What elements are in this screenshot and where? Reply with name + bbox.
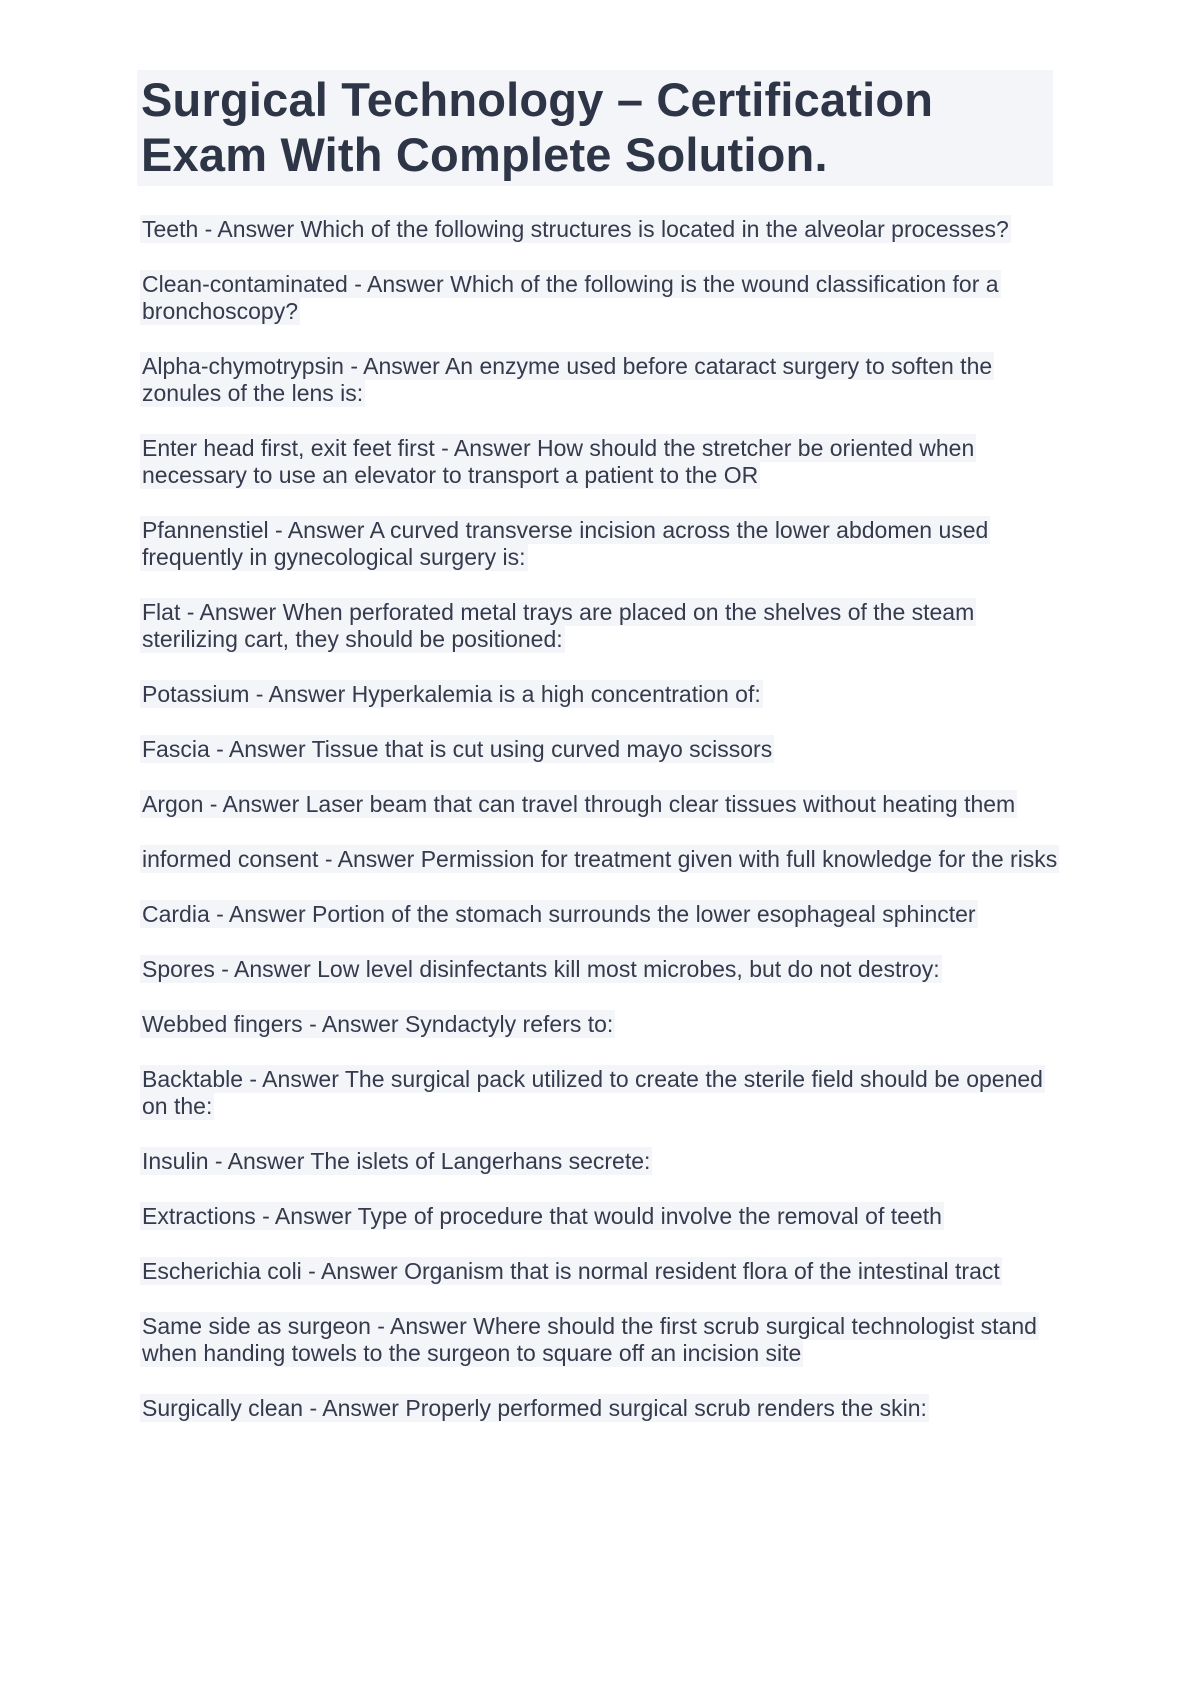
- qa-item: [140, 846, 1060, 873]
- qa-item: [140, 1313, 1060, 1367]
- qa-answer: Cardia: [142, 901, 210, 927]
- qa-question: The islets of Langerhans secrete:: [310, 1148, 651, 1174]
- qa-separator: - Answer: [301, 1258, 405, 1284]
- qa-question: Portion of the stomach surrounds the lower esophageal sphincter: [312, 901, 976, 927]
- qa-separator: - Answer: [303, 1395, 406, 1421]
- qa-question: Properly performed surgical scrub renders the skin:: [405, 1395, 927, 1421]
- qa-text: [140, 680, 763, 708]
- qa-question: How should the stretcher be oriented when necessary to use an elevator to transport a patient to the OR: [142, 435, 975, 488]
- qa-answer: Potassium: [142, 681, 250, 707]
- qa-text: [140, 1065, 1045, 1120]
- qa-text: [140, 735, 774, 763]
- qa-separator: - Answer: [249, 681, 352, 707]
- qa-text: [140, 352, 994, 407]
- qa-separator: - Answer: [434, 435, 537, 461]
- qa-answer: Argon: [142, 791, 204, 817]
- qa-separator: - Answer: [208, 1148, 311, 1174]
- qa-answer: Backtable: [142, 1066, 244, 1092]
- qa-answer: Spores: [142, 956, 215, 982]
- qa-separator: - Answer: [268, 517, 370, 543]
- qa-separator: - Answer: [209, 736, 312, 762]
- qa-item: [140, 681, 1060, 708]
- qa-question: Hyperkalemia is a high concentration of:: [351, 681, 761, 707]
- qa-item: [140, 271, 1060, 325]
- qa-question: Tissue that is cut using curved mayo scissors: [311, 736, 773, 762]
- qa-text: [140, 955, 942, 983]
- qa-item: [140, 1258, 1060, 1285]
- title-block: [137, 70, 1053, 186]
- qa-text: [140, 1010, 615, 1038]
- qa-separator: - Answer: [209, 901, 313, 927]
- qa-answer: Pfannenstiel: [142, 517, 269, 543]
- qa-answer: Extractions: [142, 1203, 256, 1229]
- document-page: [140, 70, 1060, 1450]
- qa-separator: - Answer: [198, 216, 301, 242]
- qa-item: [140, 1203, 1060, 1230]
- qa-answer: Same side as surgeon: [142, 1313, 371, 1339]
- qa-question: The surgical pack utilized to create the sterile field should be opened on the:: [142, 1066, 1043, 1119]
- qa-item: [140, 956, 1060, 983]
- qa-question: Laser beam that can travel through clear tissues without heating them: [305, 791, 1016, 817]
- qa-separator: - Answer: [318, 846, 421, 872]
- qa-answer: Alpha-chymotrypsin: [142, 353, 344, 379]
- qa-text: [140, 790, 1017, 818]
- qa-answer: informed consent: [142, 846, 319, 872]
- qa-question: A curved transverse incision across the lower abdomen used frequently in gynecological surgery is:: [142, 517, 989, 570]
- qa-answer: Escherichia coli: [142, 1258, 302, 1284]
- qa-item: [140, 901, 1060, 928]
- qa-text: [140, 434, 976, 489]
- qa-separator: - Answer: [347, 271, 451, 297]
- qa-item: [140, 599, 1060, 653]
- qa-item: [140, 1148, 1060, 1175]
- qa-text: [140, 215, 1011, 243]
- qa-text: [140, 270, 1001, 325]
- qa-item: [140, 736, 1060, 763]
- qa-separator: - Answer: [180, 599, 283, 625]
- qa-answer: Clean-contaminated: [142, 271, 348, 297]
- qa-item: [140, 1395, 1060, 1422]
- qa-question: Where should the first scrub surgical technologist stand when handing towels to the surgeon to square off an incision site: [142, 1313, 1037, 1366]
- qa-text: [140, 845, 1059, 873]
- qa-question: Low level disinfectants kill most microbes, but do not destroy:: [317, 956, 940, 982]
- qa-text: [140, 1257, 1002, 1285]
- qa-text: [140, 598, 976, 653]
- qa-item: [140, 216, 1060, 243]
- qa-answer: Flat: [142, 599, 181, 625]
- qa-answer: Teeth: [142, 216, 199, 242]
- qa-answer: Enter head first, exit feet first: [142, 435, 435, 461]
- qa-separator: - Answer: [343, 353, 445, 379]
- qa-separator: - Answer: [255, 1203, 358, 1229]
- qa-item: [140, 517, 1060, 571]
- qa-item: [140, 1011, 1060, 1038]
- qa-item: [140, 791, 1060, 818]
- qa-text: [140, 900, 978, 928]
- qa-separator: - Answer: [302, 1011, 405, 1037]
- qa-question: Syndactyly refers to:: [404, 1011, 614, 1037]
- qa-question: Which of the following is the wound classification for a bronchoscopy?: [142, 271, 999, 324]
- qa-separator: - Answer: [370, 1313, 474, 1339]
- qa-text: [140, 1394, 929, 1422]
- qa-answer: Insulin: [142, 1148, 209, 1174]
- qa-question: Which of the following structures is located in the alveolar processes?: [300, 216, 1009, 242]
- qa-separator: - Answer: [214, 956, 318, 982]
- qa-answer: Fascia: [142, 736, 210, 762]
- qa-question: Permission for treatment given with full knowledge for the risks: [420, 846, 1058, 872]
- qa-text: [140, 1147, 652, 1175]
- qa-list: [140, 216, 1060, 1422]
- page-title: Surgical Technology – Certification Exam With Complete Solution.: [141, 73, 934, 181]
- qa-answer: Surgically clean: [142, 1395, 304, 1421]
- qa-item: [140, 435, 1060, 489]
- qa-text: [140, 516, 990, 571]
- qa-question: Type of procedure that would involve the removal of teeth: [357, 1203, 942, 1229]
- qa-question: An enzyme used before cataract surgery to soften the zonules of the lens is:: [142, 353, 993, 406]
- qa-question: When perforated metal trays are placed on the shelves of the steam sterilizing cart, they should be positioned:: [142, 599, 975, 652]
- qa-separator: - Answer: [243, 1066, 345, 1092]
- qa-answer: Webbed fingers: [142, 1011, 303, 1037]
- qa-item: [140, 1066, 1060, 1120]
- qa-question: Organism that is normal resident flora of the intestinal tract: [404, 1258, 1000, 1284]
- qa-separator: - Answer: [203, 791, 306, 817]
- qa-item: [140, 353, 1060, 407]
- qa-text: [140, 1312, 1039, 1367]
- qa-text: [140, 1202, 944, 1230]
